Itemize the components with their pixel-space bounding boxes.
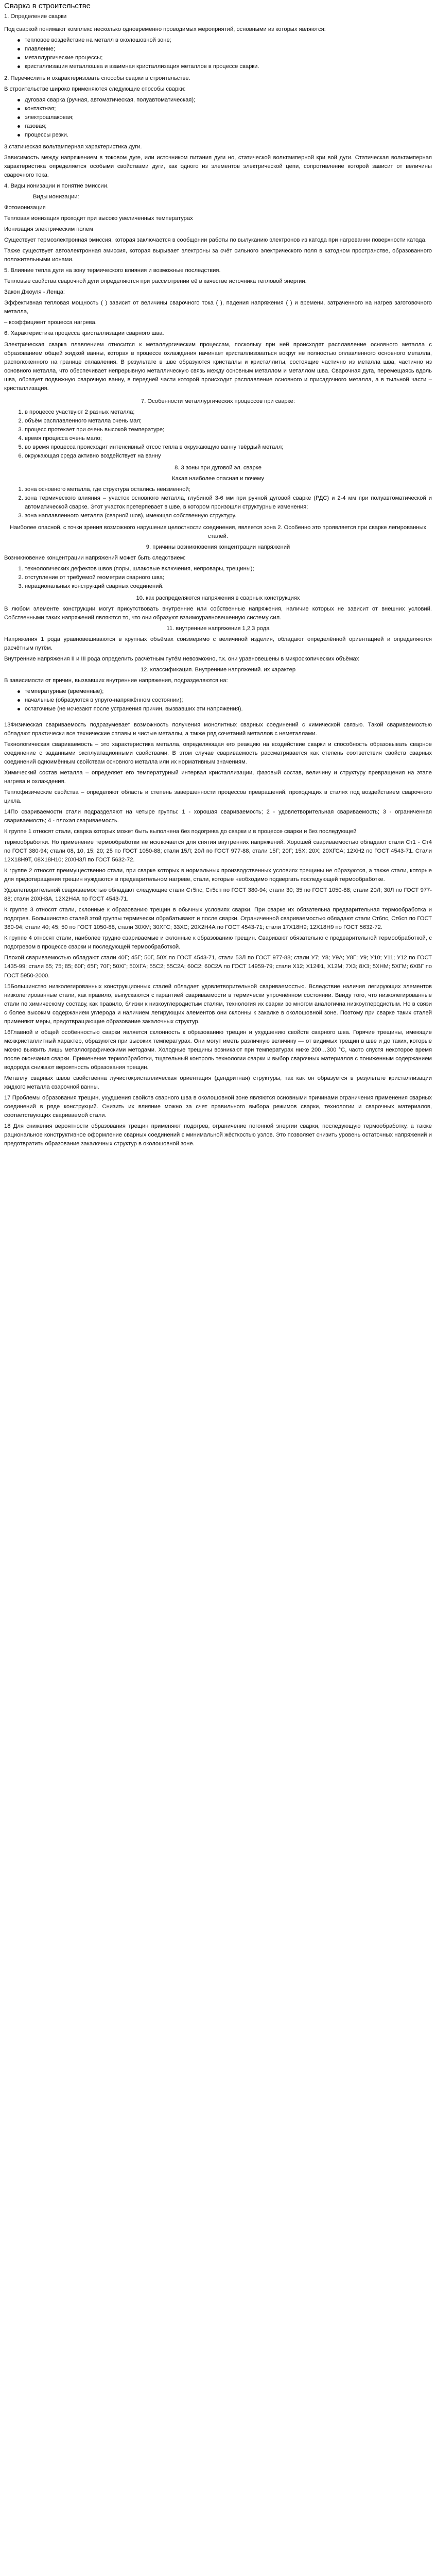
paragraph: Удовлетворительной свариваемостью обладают следующие стали Ст5пс, Ст5сп по ГОСТ 380-94; стали 30; 35 по ГОСТ 1050-88; стали 20Л; 30Л по ГОСТ 977-88; стали 20ХН3А, 12Х2Н4А по ГОСТ 4543-71.	[4, 887, 432, 903]
paragraph: 17 Проблемы образования трещин, ухудшения свойств сварного шва в околошовной зоне являются основными причинами ограничения применения сварных соединений в ряде конструкций. Снизить их влияние можно за счет правильного выбора режимов сварки, технологии и сварочных материалов, соответствующих свариваемой стали.	[4, 1094, 432, 1118]
paragraph: В строительстве широко применяются следующие способы сварки:	[4, 86, 186, 93]
document-title: Сварка в строительстве	[4, 2, 91, 10]
paragraph: 11. внутренние напряжения 1,2,3 рода	[166, 625, 270, 632]
paragraph: В зависимости от причин, вызвавших внутренние напряжения, подразделяются на:	[4, 677, 228, 684]
paragraph: Технологическая свариваемость – это характеристика металла, определяющая его реакцию на воздействие сварки и способность образовывать сварное соединение с заданными эксплуатационными свойствами. В этом случае свариваемость рассматривается как степень соответствия свойств сварных соединений одноимённым свойствам основного металла или их нормативным значениям.	[4, 741, 432, 766]
numbered-list	[4, 485, 432, 520]
paragraph: 5. Влияние тепла дуги на зону термического влияния и возможные последствия.	[4, 267, 221, 274]
list-item: остаточные (не исчезают после устранения причин, вызвавших эти напряжения).	[25, 705, 432, 714]
paragraph: термообработки. Но применение термообработки не исключается для снятия внутренних напряжений. Хорошей свариваемостью обладают стали Ст1 - Ст4 по ГОСТ 380-94; стали 08, 10, 15; 20; 25 по ГОСТ 1050-88; стали 15Л; 20Л по ГОСТ 977-88, стали 15Г; 20Г; 15Х; 20Х; 20ХГСА; 12ХН2 по ГОСТ 4543-71. Стали 12Х18Н9Т, 08Х18Н10; 20ХН3Л по ГОСТ 5632-72.	[4, 839, 432, 863]
paragraph: Под сваркой понимают комплекс несколько одновременно проводимых мероприятий, основными из которых являются:	[4, 26, 326, 33]
paragraph: Какая наиболее опасная и почему	[172, 475, 264, 482]
paragraph: 18 Для снижения вероятности образования трещин применяют подогрев, ограничение погонной энергии сварки, последующую термообработку, а также рациональное конструктивное оформление сварных соединений с минимальной жёсткостью узлов. Это позволяет снизить уровень остаточных напряжений и предотвратить образование закалочных структур в околошовной зоне.	[4, 1123, 432, 1147]
list-item: 3. зона наплавленного металла (сварной шов), имеющая собственную структуру.	[25, 512, 432, 520]
numbered-list	[4, 408, 432, 461]
paragraph: Зависимость между напряжением в токовом дуге, или источником питания дуги но, статической вольтамперной кри вой дуги. Статическая вольтамперная характеристика определяется особыми свойствами дуги, как одного из элементов электрической цепи, сопротивление которой зависит от величины сварочного тока.	[4, 155, 432, 179]
numbered-list	[4, 565, 432, 591]
list-item: 2. объём расплавленного металла очень мал;	[25, 417, 432, 426]
paragraph: В любом элементе конструкции могут присутствовать внутренние или собственные напряжения, наличие которых не зависит от внешних условий. Собственными таких напряжений являются то, что они образуют взаимоуравновешенную систему сил.	[4, 605, 432, 621]
paragraph: Существует термоэлектронная эмиссия, которая заключается в сообщении работы по вылуканию электронов из катода при нагревании поверхности катода.	[4, 237, 427, 244]
paragraph: Плохой свариваемостью обладают стали 40Г; 45Г; 50Г, 50Х по ГОСТ 4543-71, стали 53Л по ГОСТ 977-88; стали У7; У8; У9А; У8Г; У9; У10; У11; У12 по ГОСТ 1435-99; стали 65; 75; 85; 60Г; 65Г; 70Г; 50ХГ; 50ХГА; 55С2; 55С2А; 60С2; 60С2А по ГОСТ 14959-79; стали Х12; Х12Ф1, Х12М; 7Х3; 8Х3; 5ХНМ; 5ХГМ; 6ХВГ по ГОСТ 5950-2000.	[4, 955, 432, 979]
list-item: температурные (временные);	[25, 687, 432, 696]
paragraph: Возникновение концентрации напряжений может быть следствием:	[4, 554, 186, 561]
list-item: процессы резки.	[25, 131, 432, 140]
paragraph: К группе 1 относят стали, сварка которых может быть выполнена без подогрева до сварки и в процессе сварки и без последующей	[4, 828, 357, 835]
paragraph: 7. Особенности металлургических процессов при сварке:	[141, 398, 295, 404]
paragraph: Виды ионизации:	[33, 194, 79, 200]
paragraph: 10. как распределяются напряжения в сварных конструкциях	[136, 595, 300, 601]
paragraph: Металлу сварных швов свойственна лучистокристаллическая ориентация (дендритная) структуры, так как он образуется в результате кристаллизации жидкого металла сварочной ванны.	[4, 1075, 432, 1090]
paragraph: 12. классификация. Внутренние напряжений. их характер	[140, 667, 296, 673]
paragraph: Химический состав металла – определяет его температурный интервал кристаллизации, фазовый состав, величину и структуру превращения на этапе нагрева и охлаждения.	[4, 770, 432, 785]
bullet-list	[4, 36, 432, 71]
list-item: начальные (образуются в упруго-напряжённом состоянии);	[25, 696, 432, 705]
list-item: 2. зона термического влияния – участок основного металла, глубиной 3-6 мм при ручной дуговой сварке (РДС) и 2-4 мм при полуавтоматической и автоматической сварке. Этот участок претерпевает в шве, в котором произошли структурные изменения;	[25, 494, 432, 512]
list-item: 6. окружающая среда активно воздействует на ванну	[25, 452, 432, 461]
list-item: 1. в процессе участвуют 2 разных металла;	[25, 408, 432, 417]
bullet-list	[4, 96, 432, 140]
paragraph: К группе 3 относят стали, склонные к образованию трещин в обычных условиях сварки. При сварке их обязательна предварительная термообработка и подогрев. Большинство сталей этой группы термически обрабатывают и после сварки. Ограниченной свариваемостью обладают стали Ст6пс, Ст6сп по ГОСТ 380-94; стали 40; 45; 50 по ГОСТ 1050-88, стали 30ХМ; 30ХГС; 33ХС; 20Х2Н4А по ГОСТ 4543-71; стали 17Х18Н9; 12Х18Н9 по ГОСТ 5632-72.	[4, 907, 432, 931]
list-item: тепловое воздействие на металл в околошовной зоне;	[25, 36, 432, 45]
paragraph: Тепловые свойства сварочной дуги определяются при рассмотрении её в качестве источника тепловой энергии.	[4, 278, 307, 285]
list-item: 1. технологических дефектов швов (поры, шлаковые включения, непровары, трещины);	[25, 565, 432, 573]
paragraph: Внутренние напряжения II и III рода определить расчётным путём невозможно, т.к. они уравновешены в микроскопических объёмах	[4, 656, 359, 662]
list-item: дуговая сварка (ручная, автоматическая, полуавтоматическая);	[25, 96, 432, 105]
list-item: 1. зона основного металла, где структура остались неизменной;	[25, 485, 432, 494]
paragraph: 3.статическая вольтамперная характеристика дуги.	[4, 144, 142, 150]
paragraph: 6. Характеристика процесса кристаллизации сварного шва.	[4, 330, 164, 337]
list-item: кристаллизация металлошва и взаимная кристаллизация металлов в процессе сварки.	[25, 62, 432, 71]
paragraph: Также существует автоэлектронная эмиссия, которая вырывает электроны за счёт сильного электрического поля в катодном пространстве, образованного положительными ионами.	[4, 248, 432, 263]
paragraph: 4. Виды ионизации и понятие эмиссии.	[4, 183, 109, 190]
paragraph: 15Большинство низколегированных конструкционных сталей обладает удовлетворительной свариваемостью. Вследствие наличия легирующих элементов низколегированные стали, как правило, выпускаются с гарантией свариваемости в термически упрочнённом состоянии. Ввиду того, что низколегированные стали по химическому составу, как правило, близки к низкоуглеродистым сталям, технология их сварки во многом аналогична низкоуглеродистым. Но в связи с более высоким содержанием углерода и наличием легирующих элементов они склонны к закалке в околошовной зоне. Поэтому при сварке таких сталей применяют меры, предотвращающие образование закалочных структур.	[4, 983, 432, 1025]
list-item: 3. нерациональных конструкций сварных соединений.	[25, 582, 432, 591]
paragraph: Ионизация электрическим полем	[4, 226, 93, 233]
paragraph: Закон Джоуля - Ленца:	[4, 289, 65, 296]
paragraph: 16Главной и общей особенностью сварки является склонность к образованию трещин и ухудшению свойств сварного шва. Горячие трещины, имеющие межкристаллитный характер, образуются при высоких температурах. Они могут иметь различную величину — от видимых трещин в шве и до таких, которые можно выявить лишь металлографическими методами. Холодные трещины возникают при температурах ниже 200…300 °С, часто спустя некоторое время после окончания сварки. Применение термообработки, тщательный контроль технологии сварки и выбор сварочных материалов с пониженным содержанием водорода снижают вероятность образования трещин.	[4, 1029, 432, 1071]
list-item: контактная;	[25, 105, 432, 113]
document	[0, 0, 436, 1148]
list-item: плавление;	[25, 45, 432, 54]
paragraph: Теплофизические свойства – определяют область и степень завершенности процессов превращений, проходящих в сталях под воздействием сварочного цикла.	[4, 789, 432, 805]
list-item: металлургические процессы;	[25, 54, 432, 62]
paragraph: Фотоионизация	[4, 205, 46, 211]
list-item: 5. во время процесса происходит интенсивный отсос тепла в окружающую ванну твёрдый металл;	[25, 443, 432, 452]
list-item: 4. время процесса очень мало;	[25, 434, 432, 443]
paragraph: К группе 2 относят преимущественно стали, при сварке которых в нормальных производственных условиях трещины не образуются, а также стали, которые для предотвращения трещин нуждаются в предварительном нагреве, стали, которые необходимо подвергать последующей термообработке.	[4, 868, 432, 883]
paragraph: 8. 3 зоны при дуговой эл. сварке	[175, 464, 261, 471]
bullet-list	[4, 687, 432, 714]
list-item: 2. отступление от требуемой геометрии сварного шва;	[25, 573, 432, 582]
list-item: газовая;	[25, 122, 432, 131]
paragraph: 13Физическая свариваемость подразумевает возможность получения монолитных сварных соединений с химической связью. Такой свариваемостью обладают практически все технические сплавы и чистые металлы, а также ряд сочетаний металлов с неметаллами.	[4, 722, 432, 737]
paragraph: Напряжения 1 рода уравновешиваются в крупных объёмах соизмеримо с величиной изделия, обладают определённой ориентацией и определяются расчётным путём.	[4, 636, 432, 651]
section-heading: 1. Определение сварки	[4, 13, 67, 20]
paragraph: 2. Перечислить и охарактеризовать способы сварки в строительстве.	[4, 75, 190, 82]
paragraph: 9. причины возникновения концентрации напряжений	[146, 544, 290, 550]
list-item: электрошлаковая;	[25, 113, 432, 122]
paragraph: Тепловая ионизация проходит при высоко увеличенных температурах	[4, 215, 193, 222]
paragraph: К группе 4 относят стали, наиболее трудно свариваемые и склонные к образованию трещин. Сваривают обязательно с предварительной термообработкой, с подогревом в процессе сварки и последующей термообработкой.	[4, 935, 432, 951]
paragraph: Электрическая сварка плавлением относится к металлургическим процессам, поскольку при ней происходят расплавление основного металла с образованием общей жидкой ванны, которая в процессе охлаждения начинает кристаллизоваться вокруг не полностью оплавленного основного металла, расположенного на границе сплавления. В результате в шве образуются кристаллы и кристаллиты, состоящие частично из металла шва, частично из основного металла, что обеспечивает непрерывную металлическую связь между основным металлом и металлом шва. Сварочная дуга, перемещаясь вдоль шва, образует подвижную сварочную ванну, в передней части которой происходит расплавление основного и присадочного металла, а в тыльной части – кристаллизация.	[4, 341, 432, 392]
paragraph: 14По свариваемости стали подразделяют на четыре группы: 1 - хорошая свариваемость; 2 - удовлетворительная свариваемость; 3 - ограниченная свариваемость; 4 - плохая свариваемость.	[4, 809, 432, 824]
paragraph: Наиболее опасной, с точки зрения возможного нарушения целостности соединения, является зона 2. Особенно это проявляется при сварке легированных сталей.	[9, 524, 427, 539]
list-item: 3. процесс протекает при очень высокой температуре;	[25, 426, 432, 434]
document-body	[4, 12, 432, 1148]
paragraph: Эффективная тепловая мощность ( ) зависит от величины сварочного тока ( ), падения напряжения ( ) и времени, затраченного на нагрев заготовочного металла,	[4, 300, 432, 315]
paragraph: – коэффициент процесса нагрева.	[4, 319, 97, 326]
